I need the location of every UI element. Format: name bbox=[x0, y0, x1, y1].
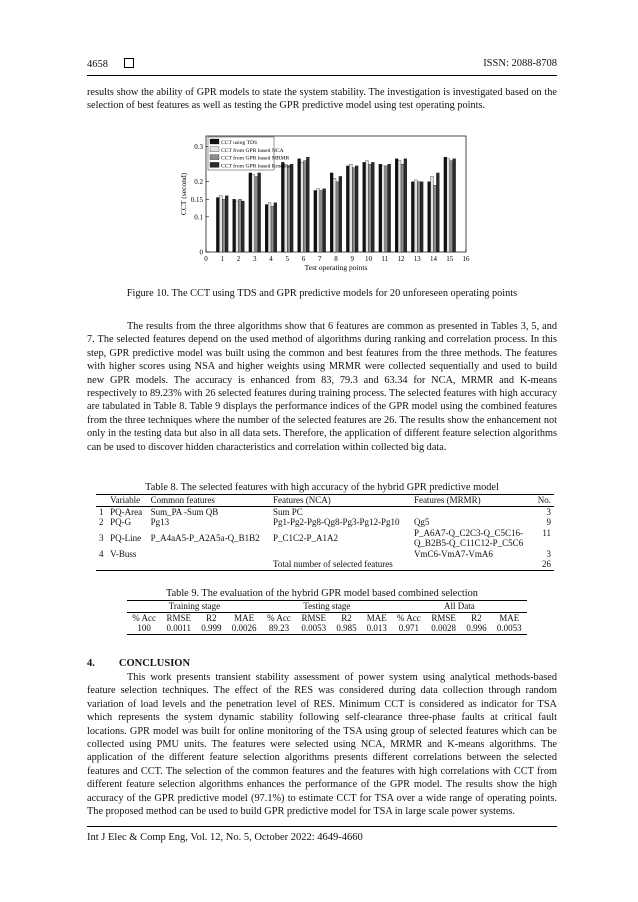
table8-header: No. bbox=[537, 495, 551, 505]
bar-4-12 bbox=[404, 159, 407, 252]
bar-1-8 bbox=[330, 173, 333, 252]
y-tick-label: 0.2 bbox=[194, 178, 203, 187]
cct-bar-chart bbox=[170, 128, 480, 278]
x-tick-label: 5 bbox=[285, 255, 289, 263]
table-cell: 100 bbox=[137, 623, 151, 633]
table8 bbox=[96, 494, 554, 571]
table-row bbox=[127, 623, 527, 634]
x-tick-label: 13 bbox=[413, 255, 421, 263]
legend-label: CCT from GPR based Kmeans bbox=[221, 163, 291, 170]
table-cell bbox=[411, 528, 534, 549]
y-tick-label: 0.1 bbox=[194, 213, 203, 222]
y-tick-label: 0.3 bbox=[194, 143, 203, 152]
table-cell: 4 bbox=[99, 548, 104, 559]
table-cell: 0.971 bbox=[398, 623, 419, 633]
table-cell: 0.0053 bbox=[496, 623, 522, 633]
bar-1-4 bbox=[265, 205, 268, 252]
group-testing: Testing stage bbox=[262, 601, 392, 613]
table9-header: % Acc bbox=[132, 612, 156, 623]
bar-3-9 bbox=[352, 168, 355, 252]
bar-4-7 bbox=[323, 189, 326, 252]
table-cell: 0.999 bbox=[201, 623, 222, 633]
bar-2-12 bbox=[398, 161, 401, 252]
table9-header: RMSE bbox=[301, 612, 326, 623]
table-cell: 0.0028 bbox=[431, 623, 457, 633]
bar-1-7 bbox=[314, 190, 317, 252]
table-cell: Pg1-Pg2-Pg8-Qg8-Pg3-Pg12-Pg10 bbox=[272, 517, 400, 527]
bar-3-13 bbox=[417, 182, 420, 252]
bar-4-9 bbox=[355, 166, 358, 252]
group-all-data: All Data bbox=[392, 601, 527, 613]
table9-header: MAE bbox=[499, 612, 520, 623]
table-cell: 1 bbox=[99, 506, 104, 517]
legend-swatch bbox=[210, 139, 219, 144]
bar-2-7 bbox=[317, 189, 320, 252]
bar-4-5 bbox=[290, 164, 293, 252]
x-tick-label: 9 bbox=[350, 255, 354, 263]
bar-4-4 bbox=[274, 203, 277, 252]
table-cell bbox=[411, 506, 534, 517]
table-cell: 9 bbox=[546, 517, 551, 527]
x-tick-label: 2 bbox=[236, 255, 241, 263]
table8-total-row bbox=[96, 559, 554, 570]
bar-3-2 bbox=[239, 199, 242, 252]
conclusion-paragraph: This work presents transient stability assessment of power system using analytical methods-based feature selection techniques. The effect of the RES was considered during data collection through random variation of load levels and the penetration level of RES. Minimum CCT is considered as indicator for TSA which represents the system dynamic stability following self-clearance three-phase faults at critical fault locations. GPR model was built for online monitoring of the TSA using group of selected features which can be collected using PMU units. The features were selected using NCA, MRMR and K-means algorithms. The application of the different feature selection algorithms presents different correlations between the selected features and CCT. The selection of the common features and the features with high correlations with CCT from different feature selection algorithms enhances the performance of the GPR model. The results show the high accuracy of the GPR predictive model (97.1%) to estimate CCT for TSA over a wide range of operating points. The proposed method can be used to build GPR predictive model for TSA in large scale power systems. bbox=[87, 672, 557, 818]
x-tick-label: 12 bbox=[397, 255, 405, 263]
running-header bbox=[87, 58, 134, 70]
legend-swatch bbox=[210, 155, 219, 160]
table9-header: RMSE bbox=[431, 612, 456, 623]
x-tick-label: 7 bbox=[318, 255, 322, 263]
x-tick-label: 0 bbox=[204, 255, 208, 263]
figure-caption: Figure 10. The CCT using TDS and GPR predictive models for 20 unforeseen operating points bbox=[126, 288, 518, 299]
x-tick-label: 10 bbox=[365, 255, 372, 263]
table-cell: P_A4aA5-P_A2A5a-Q_B1B2 bbox=[150, 532, 260, 543]
x-tick-label: 3 bbox=[253, 255, 257, 263]
mrmr-line-2: Q_B2B5-Q_C11C12-P_C5C6 bbox=[413, 538, 524, 548]
x-axis-label: Test operating points bbox=[304, 263, 368, 272]
table9-header-row bbox=[127, 612, 527, 623]
bar-4-15 bbox=[453, 159, 456, 252]
bar-1-5 bbox=[281, 162, 284, 252]
bar-4-2 bbox=[241, 201, 244, 252]
table-cell: 3 bbox=[546, 506, 551, 517]
legend-label: CCT from GPR based MRMR bbox=[221, 155, 290, 162]
bar-2-1 bbox=[219, 196, 222, 252]
issn: ISSN: 2088-8708 bbox=[483, 58, 557, 69]
bar-1-12 bbox=[395, 159, 398, 252]
x-tick-label: 16 bbox=[462, 255, 470, 263]
legend-label: CCT using TDS bbox=[221, 140, 258, 146]
bar-2-2 bbox=[236, 201, 239, 252]
bar-2-14 bbox=[431, 176, 434, 252]
bar-4-6 bbox=[306, 157, 309, 252]
bar-1-6 bbox=[298, 159, 301, 252]
x-tick-label: 14 bbox=[430, 255, 437, 263]
table-cell: 0.013 bbox=[366, 623, 387, 633]
table9-header: RMSE bbox=[166, 612, 191, 623]
header-rule bbox=[87, 75, 557, 76]
table9-group-row bbox=[127, 601, 527, 613]
footer-rule bbox=[87, 826, 557, 827]
bar-2-11 bbox=[382, 166, 385, 252]
bar-1-13 bbox=[411, 182, 414, 252]
bar-4-14 bbox=[436, 173, 439, 252]
table-cell: 0.985 bbox=[336, 623, 357, 633]
table-cell: VmC6-VmA7-VmA6 bbox=[413, 548, 493, 559]
table-cell: 3 bbox=[546, 548, 551, 559]
bar-4-1 bbox=[225, 196, 228, 252]
bar-3-1 bbox=[222, 199, 225, 252]
x-tick-label: 15 bbox=[446, 255, 454, 263]
table-row bbox=[96, 517, 554, 528]
table-cell: Sum_PA -Sum QB bbox=[150, 506, 219, 517]
bar-3-3 bbox=[255, 176, 258, 252]
table-cell: 89.23 bbox=[268, 623, 290, 633]
y-axis-label: CCT (second) bbox=[179, 172, 188, 216]
x-tick-label: 6 bbox=[301, 255, 306, 263]
footer-citation: Int J Elec & Comp Eng, Vol. 12, No. 5, October 2022: 4649-4660 bbox=[87, 832, 363, 843]
legend-label: CCT from GPR based NCA bbox=[221, 147, 284, 154]
legend-swatch bbox=[210, 162, 219, 167]
table-cell: Qg5 bbox=[413, 517, 430, 527]
table8-header: Variable bbox=[110, 495, 141, 505]
bar-3-10 bbox=[369, 164, 372, 252]
bar-3-6 bbox=[304, 161, 307, 252]
bar-3-11 bbox=[385, 166, 388, 252]
intro-paragraph: results show the ability of GPR models to state the system stability. The investigation is investigated based on the selection of best features as well as testing the GPR predictive model using test operating points. bbox=[87, 87, 557, 112]
bar-2-6 bbox=[301, 162, 304, 252]
section-number: 4. bbox=[87, 658, 95, 669]
table-cell: Sum PC bbox=[272, 506, 303, 517]
bar-1-2 bbox=[233, 199, 236, 252]
total-value: 26 bbox=[542, 559, 551, 569]
table-cell: 0.0011 bbox=[166, 623, 191, 633]
table9-header: R2 bbox=[341, 612, 352, 623]
bar-2-10 bbox=[366, 161, 369, 252]
group-training: Training stage bbox=[127, 601, 262, 613]
table-cell: PQ-G bbox=[110, 517, 132, 527]
bar-3-14 bbox=[434, 185, 437, 252]
table-cell bbox=[148, 549, 270, 560]
table-cell: 11 bbox=[542, 527, 551, 538]
section-title: CONCLUSION bbox=[118, 658, 191, 669]
bar-3-15 bbox=[450, 161, 453, 252]
bar-3-7 bbox=[320, 190, 323, 252]
table-row bbox=[96, 549, 554, 560]
bar-2-5 bbox=[284, 164, 287, 252]
table9-header: % Acc bbox=[397, 612, 421, 623]
table-cell bbox=[270, 549, 411, 560]
total-label: Total number of selected features bbox=[272, 559, 393, 569]
y-tick-label: 0.15 bbox=[190, 195, 203, 204]
page-number: 4658 bbox=[87, 59, 108, 70]
table9 bbox=[127, 600, 527, 635]
table8-caption: Table 8. The selected features with high accuracy of the hybrid GPR predictive model bbox=[145, 482, 499, 493]
table-cell: Pg13 bbox=[150, 517, 170, 527]
bar-1-1 bbox=[216, 198, 219, 252]
bar-1-3 bbox=[249, 173, 252, 252]
table8-header: Common features bbox=[150, 495, 215, 505]
bar-2-13 bbox=[414, 180, 417, 252]
bar-1-9 bbox=[346, 166, 349, 252]
table-cell: 0.0026 bbox=[231, 623, 257, 633]
bar-2-15 bbox=[447, 159, 450, 252]
bar-2-4 bbox=[268, 203, 271, 252]
bar-4-13 bbox=[420, 182, 423, 252]
table9-header: % Acc bbox=[267, 612, 291, 623]
bar-1-11 bbox=[379, 164, 382, 252]
bar-1-15 bbox=[444, 157, 447, 252]
bar-2-3 bbox=[252, 175, 255, 252]
table8-header-row bbox=[96, 495, 554, 507]
bar-3-12 bbox=[401, 164, 404, 252]
results-paragraph: The results from the three algorithms show that 6 features are common as presented in Tables 3, 5, and 7. The selected features depend on the used method of algorithms during ranking and correlation process. In this step, GPR predictive model was built using the common and best features from the three methods. The features with higher scores using NSA and higher weights using MRMR were collected sequentially and used to build new GPR models. The accuracy is enhanced from 83, 79.3 and 63.34 for NCA, MRMR and K-means respectively to 89.23% with 26 selected features during training process. The selected features with high accuracy are tabulated in Table 8. Table 9 displays the performance indices of the GPR model using the combined features from the three techniques where the number of the selected features are 26. The results show the enhancement not only in the testing data but also in all data sets. Therefore, the application of different feature selection algorithms can be used to discover hidden characteristics and correlation within collected big data. bbox=[87, 321, 557, 453]
mrmr-line-1: P_A6A7-Q_C2C3-Q_C5C16- bbox=[413, 527, 523, 538]
table8-header: Features (NCA) bbox=[272, 495, 331, 505]
x-tick-label: 4 bbox=[269, 255, 273, 263]
bar-3-5 bbox=[287, 166, 290, 252]
table-cell: 3 bbox=[99, 532, 104, 543]
table-cell: 0.0053 bbox=[301, 623, 327, 633]
table9-header: R2 bbox=[206, 612, 217, 623]
bar-3-4 bbox=[271, 206, 274, 252]
table-cell: PQ-Area bbox=[110, 506, 143, 517]
x-tick-label: 1 bbox=[220, 255, 224, 263]
table-cell: V-Buss bbox=[110, 548, 137, 559]
table9-header: R2 bbox=[471, 612, 482, 623]
table9-header: MAE bbox=[366, 612, 387, 623]
legend-swatch bbox=[210, 147, 219, 152]
table9-caption: Table 9. The evaluation of the hybrid GPR model based combined selection bbox=[166, 588, 478, 599]
table-cell: 0.996 bbox=[466, 623, 487, 633]
table-row bbox=[96, 506, 554, 517]
section-heading bbox=[87, 658, 190, 669]
bar-4-8 bbox=[339, 176, 342, 252]
bar-1-10 bbox=[363, 162, 366, 252]
bar-4-3 bbox=[258, 173, 261, 252]
table-cell: P_C1C2-P_A1A2 bbox=[272, 532, 338, 543]
bar-1-14 bbox=[428, 182, 431, 252]
bar-3-8 bbox=[336, 182, 339, 252]
y-tick-label: 0 bbox=[199, 248, 203, 257]
bar-4-10 bbox=[371, 162, 374, 252]
table9-header: MAE bbox=[234, 612, 255, 623]
checkbox-square-icon bbox=[124, 58, 134, 68]
bar-4-11 bbox=[388, 164, 391, 252]
table8-header: Features (MRMR) bbox=[413, 495, 481, 505]
table8-header bbox=[96, 495, 107, 507]
table-cell: PQ-Line bbox=[110, 532, 142, 543]
bar-2-9 bbox=[349, 164, 352, 252]
bar-2-8 bbox=[333, 178, 336, 252]
table-cell: 2 bbox=[99, 517, 104, 527]
table-row bbox=[96, 528, 554, 549]
x-tick-label: 11 bbox=[381, 255, 389, 263]
x-tick-label: 8 bbox=[334, 255, 338, 263]
